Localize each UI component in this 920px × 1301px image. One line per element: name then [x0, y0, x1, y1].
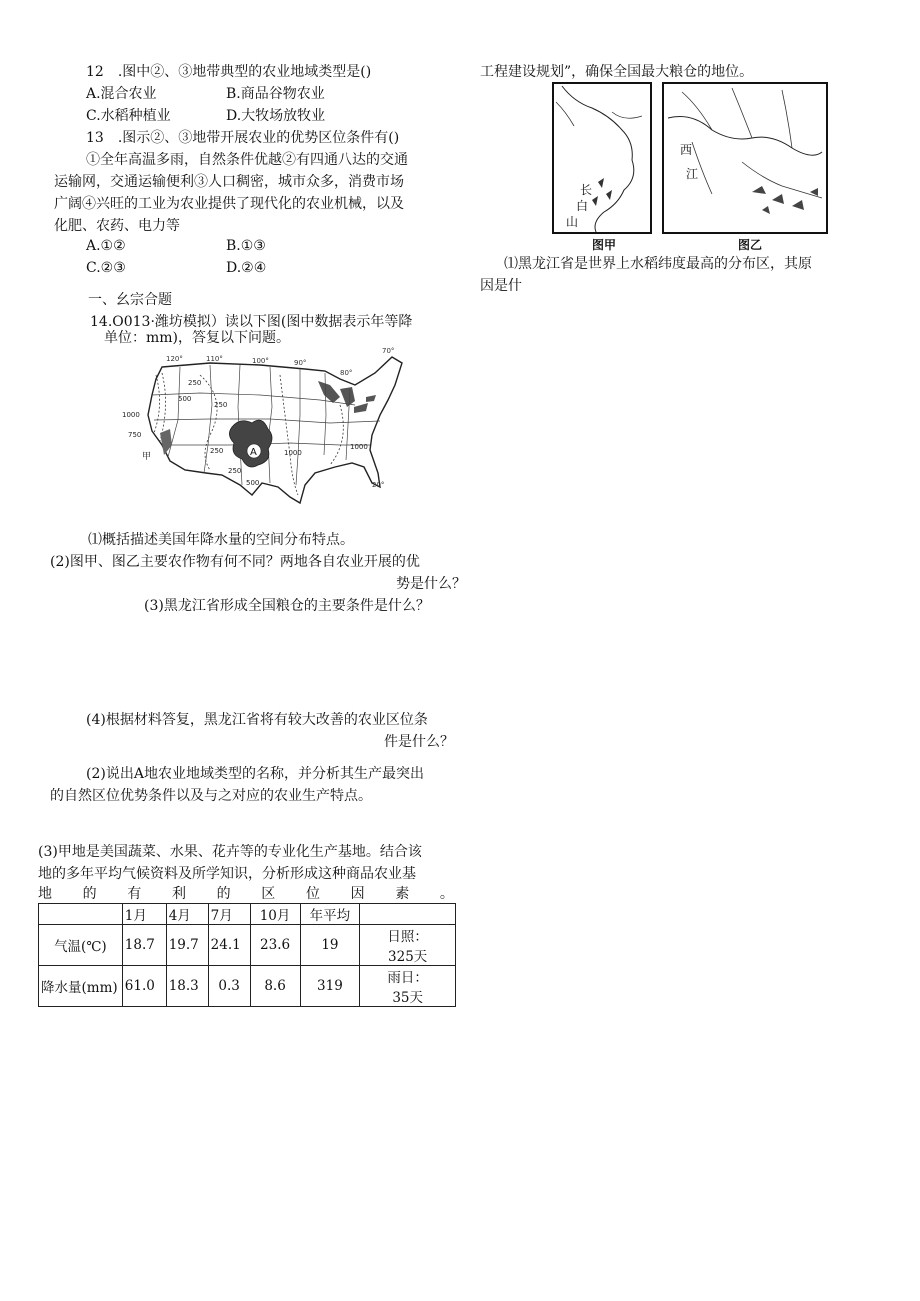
q13-line-3: 广阔④兴旺的工业为农业提供了现代化的农业机械，以及	[54, 196, 404, 212]
lon-label: 110°	[206, 355, 223, 363]
q12-option-c: C.水稻种植业	[86, 108, 171, 124]
table-cell-extra: 日照： 325天	[360, 925, 456, 966]
q14-intro-line-2: 单位：mm)，答复以下问题。	[104, 330, 291, 346]
q14-part-1: ⑴概括描述美国年降水量的空间分布特点。	[88, 532, 354, 548]
isohyet-label: 250	[188, 379, 202, 387]
map-yi-text: 江	[686, 167, 699, 181]
q13-option-c: C.②③	[86, 260, 126, 276]
table-cell: 8.6	[250, 966, 300, 1007]
isohyet-label: 250	[210, 447, 224, 455]
q14-part-2-line-1: (2)图甲、图乙主要农作物有何不同？两地各自农业开展的优	[50, 554, 420, 570]
map-jia-text: 山	[566, 215, 579, 229]
map-yi-text: 西	[680, 143, 693, 157]
isohyet-label: 500	[178, 395, 192, 403]
isohyet-label: 250	[214, 401, 228, 409]
climate-table	[38, 903, 456, 1007]
table-header-row	[39, 904, 456, 925]
lat-label: 20°	[372, 481, 385, 489]
q13-option-b: B.①③	[226, 238, 266, 254]
q13-line-4: 化肥、农药、电力等	[54, 218, 180, 234]
lon-label: 90°	[294, 359, 307, 367]
lon-label: 120°	[166, 355, 183, 363]
map-yi-caption: 图乙	[738, 238, 763, 252]
lon-label: 100°	[252, 357, 269, 365]
map-jia-caption: 图甲	[592, 238, 617, 252]
lon-label: 70°	[382, 347, 395, 355]
row-label: 气温(℃)	[39, 925, 123, 966]
q14-base-line-2: 地的多年平均气候资料及所学知识，分析形成这种商品农业基	[38, 866, 416, 882]
q13-line-2: 运输网，交通运输便利③人口稠密，城市众多，消费市场	[54, 174, 404, 190]
q14-part-2-line-2: 势是什么？	[396, 576, 466, 592]
table-cell: 23.6	[250, 925, 300, 966]
isohyet-label: 750	[128, 431, 142, 439]
table-header-cell: 年平均	[300, 904, 360, 925]
table-cell: 61.0	[122, 966, 166, 1007]
section-title: 一、幺宗合题	[88, 292, 172, 308]
table-header-cell: 7月	[208, 904, 250, 925]
right-q1-line-1: ⑴黑龙江省是世界上水稻纬度最高的分布区，其原	[504, 256, 812, 272]
table-header-cell	[39, 904, 123, 925]
lon-label: 80°	[340, 369, 353, 377]
row-label: 降水量(mm)	[39, 966, 123, 1007]
map-jia-text: 白	[576, 199, 589, 213]
q12-stem: 12 .图中②、③地带典型的农业地域类型是()	[86, 64, 372, 80]
q14-base-line-1: (3)甲地是美国蔬菜、水果、花卉等的专业化生产基地。结合该	[38, 844, 422, 860]
q14-intro-line-1: 14.O013·潍坊模拟）读以下图(图中数据表示年等降	[90, 314, 413, 330]
table-header-cell: 4月	[166, 904, 208, 925]
us-precipitation-map	[122, 345, 410, 530]
q12-option-d: D.大牧场放牧业	[226, 108, 326, 124]
q12-option-b: B.商品谷物农业	[226, 86, 325, 102]
table-cell: 19.7	[166, 925, 208, 966]
map-yi	[662, 82, 828, 234]
isohyet-label: 1000	[122, 411, 140, 419]
table-row	[39, 966, 456, 1007]
table-row	[39, 925, 456, 966]
q13-option-d: D.②④	[226, 260, 267, 276]
q14-base-line-3: 地 的 有 利 的 区 位 因 素 。	[38, 886, 454, 902]
table-header-cell	[360, 904, 456, 925]
q13-option-a: A.①②	[86, 238, 126, 254]
table-header-cell: 10月	[250, 904, 300, 925]
table-cell: 19	[300, 925, 360, 966]
table-cell: 18.7	[122, 925, 166, 966]
q14-region-a-line-2: 的自然区位优势条件以及与之对应的农业生产特点。	[50, 788, 372, 804]
region-a-label: A	[250, 447, 257, 458]
isohyet-label: 500	[246, 479, 260, 487]
table-header-cell: 1月	[122, 904, 166, 925]
q14-part-4-line-1: (4)根据材料答复，黑龙江省将有较大改善的农业区位条	[86, 712, 428, 728]
isohyet-label: 1000	[284, 449, 302, 457]
isohyet-label: 250	[228, 467, 242, 475]
isohyet-label: 1000	[350, 443, 368, 451]
q13-stem: 13 .图示②、③地带开展农业的优势区位条件有()	[86, 130, 400, 146]
q14-region-a-line-1: (2)说出A地农业地域类型的名称，并分析其生产最突出	[86, 766, 424, 782]
table-cell: 0.3	[208, 966, 250, 1007]
region-jia-label: 甲	[142, 452, 152, 462]
right-top-text: 工程建设规划”，确保全国最大粮仓的地位。	[480, 64, 754, 80]
table-cell-extra: 雨日： 35天	[360, 966, 456, 1007]
q12-option-a: A.混合农业	[86, 86, 157, 102]
map-jia-text: 长	[580, 183, 593, 197]
table-cell: 319	[300, 966, 360, 1007]
table-cell: 18.3	[166, 966, 208, 1007]
table-cell: 24.1	[208, 925, 250, 966]
q14-part-4-line-2: 件是什么？	[384, 734, 454, 750]
q13-line-1: ①全年高温多雨，自然条件优越②有四通八达的交通	[86, 152, 408, 168]
q14-part-3: (3)黑龙江省形成全国粮仓的主要条件是什么？	[144, 598, 430, 614]
right-q1-line-2: 因是什	[480, 278, 522, 294]
map-jia	[552, 82, 652, 234]
